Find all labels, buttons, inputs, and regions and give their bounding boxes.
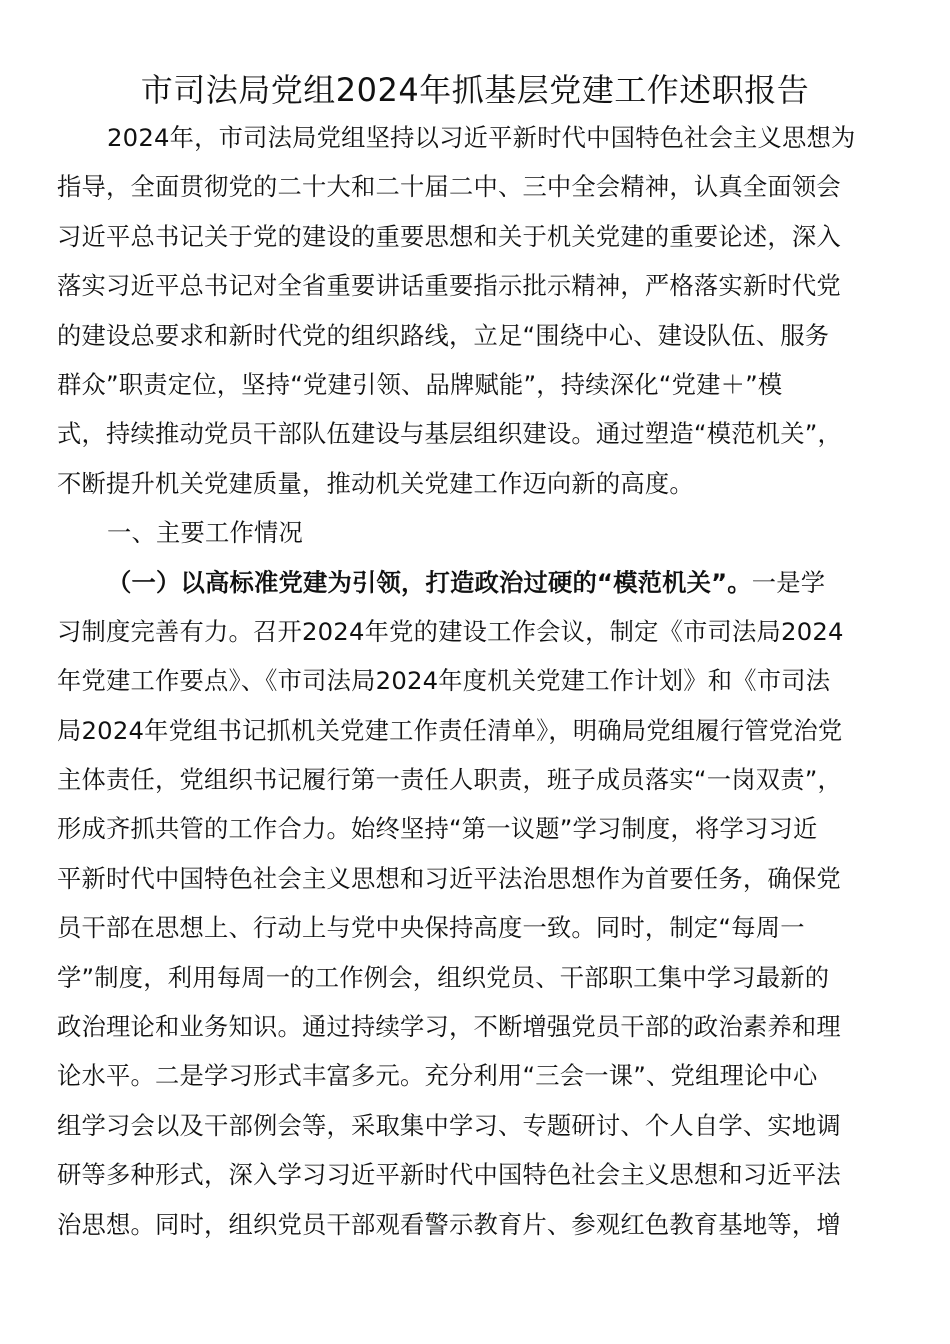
text-line	[57, 1150, 889, 1199]
text-line	[57, 261, 889, 310]
text-line	[57, 854, 889, 903]
document-title: 市司法局党组2024年抓基层党建工作述职报告	[140, 71, 810, 109]
line-text: 2024年，市司法局党组坚持以习近平新时代中国特色社会主义思想为	[107, 123, 856, 152]
text-line	[57, 508, 889, 557]
line-text: 学”制度，利用每周一的工作例会，组织党员、干部职工集中学习最新的	[57, 962, 830, 992]
line-text: 群众”职责定位，坚持“党建引领、品牌赋能”，持续深化“党建＋”模	[57, 369, 783, 399]
text-line	[57, 755, 889, 804]
line-text: 政治理论和业务知识。通过持续学习，不断增强党员干部的政治素养和理	[57, 1012, 841, 1042]
line-text: 论水平。二是学习形式丰富多元。充分利用“三会一课”、党组理论中心	[57, 1061, 818, 1091]
line-text: 指导，全面贯彻党的二十大和二十届二中、三中全会精神，认真全面领会	[57, 172, 841, 202]
text-line	[57, 1051, 889, 1100]
text-line	[57, 459, 889, 508]
text-line	[57, 558, 889, 607]
text-line	[57, 311, 889, 360]
line-text: 形成齐抓共管的工作合力。始终坚持“第一议题”学习制度，将学习习近	[57, 814, 818, 844]
line-text: 习近平总书记关于党的建设的重要思想和关于机关党建的重要论述，深入	[57, 221, 841, 251]
line-text: 局2024年党组书记抓机关党建工作责任清单》，明确局党组履行管党治党	[57, 715, 843, 745]
text-line	[57, 706, 889, 755]
text-line	[57, 1101, 889, 1150]
line-text: 组学习会以及干部例会等，采取集中学习、专题研讨、个人自学、实地调	[57, 1110, 841, 1140]
line-text: 年党建工作要点》、《市司法局2024年度机关党建工作计划》和《市司法	[57, 666, 831, 696]
text-line	[57, 953, 889, 1002]
text-line	[57, 656, 889, 705]
text-line	[57, 1200, 889, 1249]
line-text: 不断提升机关党建质量，推动机关党建工作迈向新的高度。	[57, 468, 694, 498]
text-line	[57, 903, 889, 952]
text-line	[57, 360, 889, 409]
text-line	[57, 113, 889, 162]
text-line	[57, 607, 889, 656]
text-line	[57, 804, 889, 853]
line-text: 落实习近平总书记对全省重要讲话重要指示批示精神，严格落实新时代党	[57, 271, 841, 301]
line-text: 治思想。同时，组织党员干部观看警示教育片、参观红色教育基地等，增	[57, 1209, 841, 1239]
line-text: 平新时代中国特色社会主义思想和习近平法治思想作为首要任务，确保党	[57, 863, 841, 893]
line-text: 的建设总要求和新时代党的组织路线，立足“围绕中心、建设队伍、服务	[57, 320, 830, 350]
line-text: 主体责任，党组织书记履行第一责任人职责，班子成员落实“一岗双责”，	[57, 765, 842, 795]
text-line	[57, 409, 889, 458]
section-heading: （一）以高标准党建为引领，打造政治过硬的“模范机关”。	[107, 567, 752, 597]
line-text: 式，持续推动党员干部队伍建设与基层组织建设。通过塑造“模范机关”，	[57, 419, 842, 449]
text-line	[57, 162, 889, 211]
text-line	[57, 1002, 889, 1051]
line-text: 一是学	[751, 567, 826, 597]
line-text: 员干部在思想上、行动上与党中央保持高度一致。同时，制定“每周一	[57, 913, 805, 943]
text-line	[57, 212, 889, 261]
line-text: 一、主要工作情况	[107, 518, 303, 548]
document-body	[57, 113, 889, 1249]
line-text: 研等多种形式，深入学习习近平新时代中国特色社会主义思想和习近平法	[57, 1160, 841, 1190]
line-text: 习制度完善有力。召开2024年党的建设工作会议，制定《市司法局2024	[57, 616, 844, 646]
